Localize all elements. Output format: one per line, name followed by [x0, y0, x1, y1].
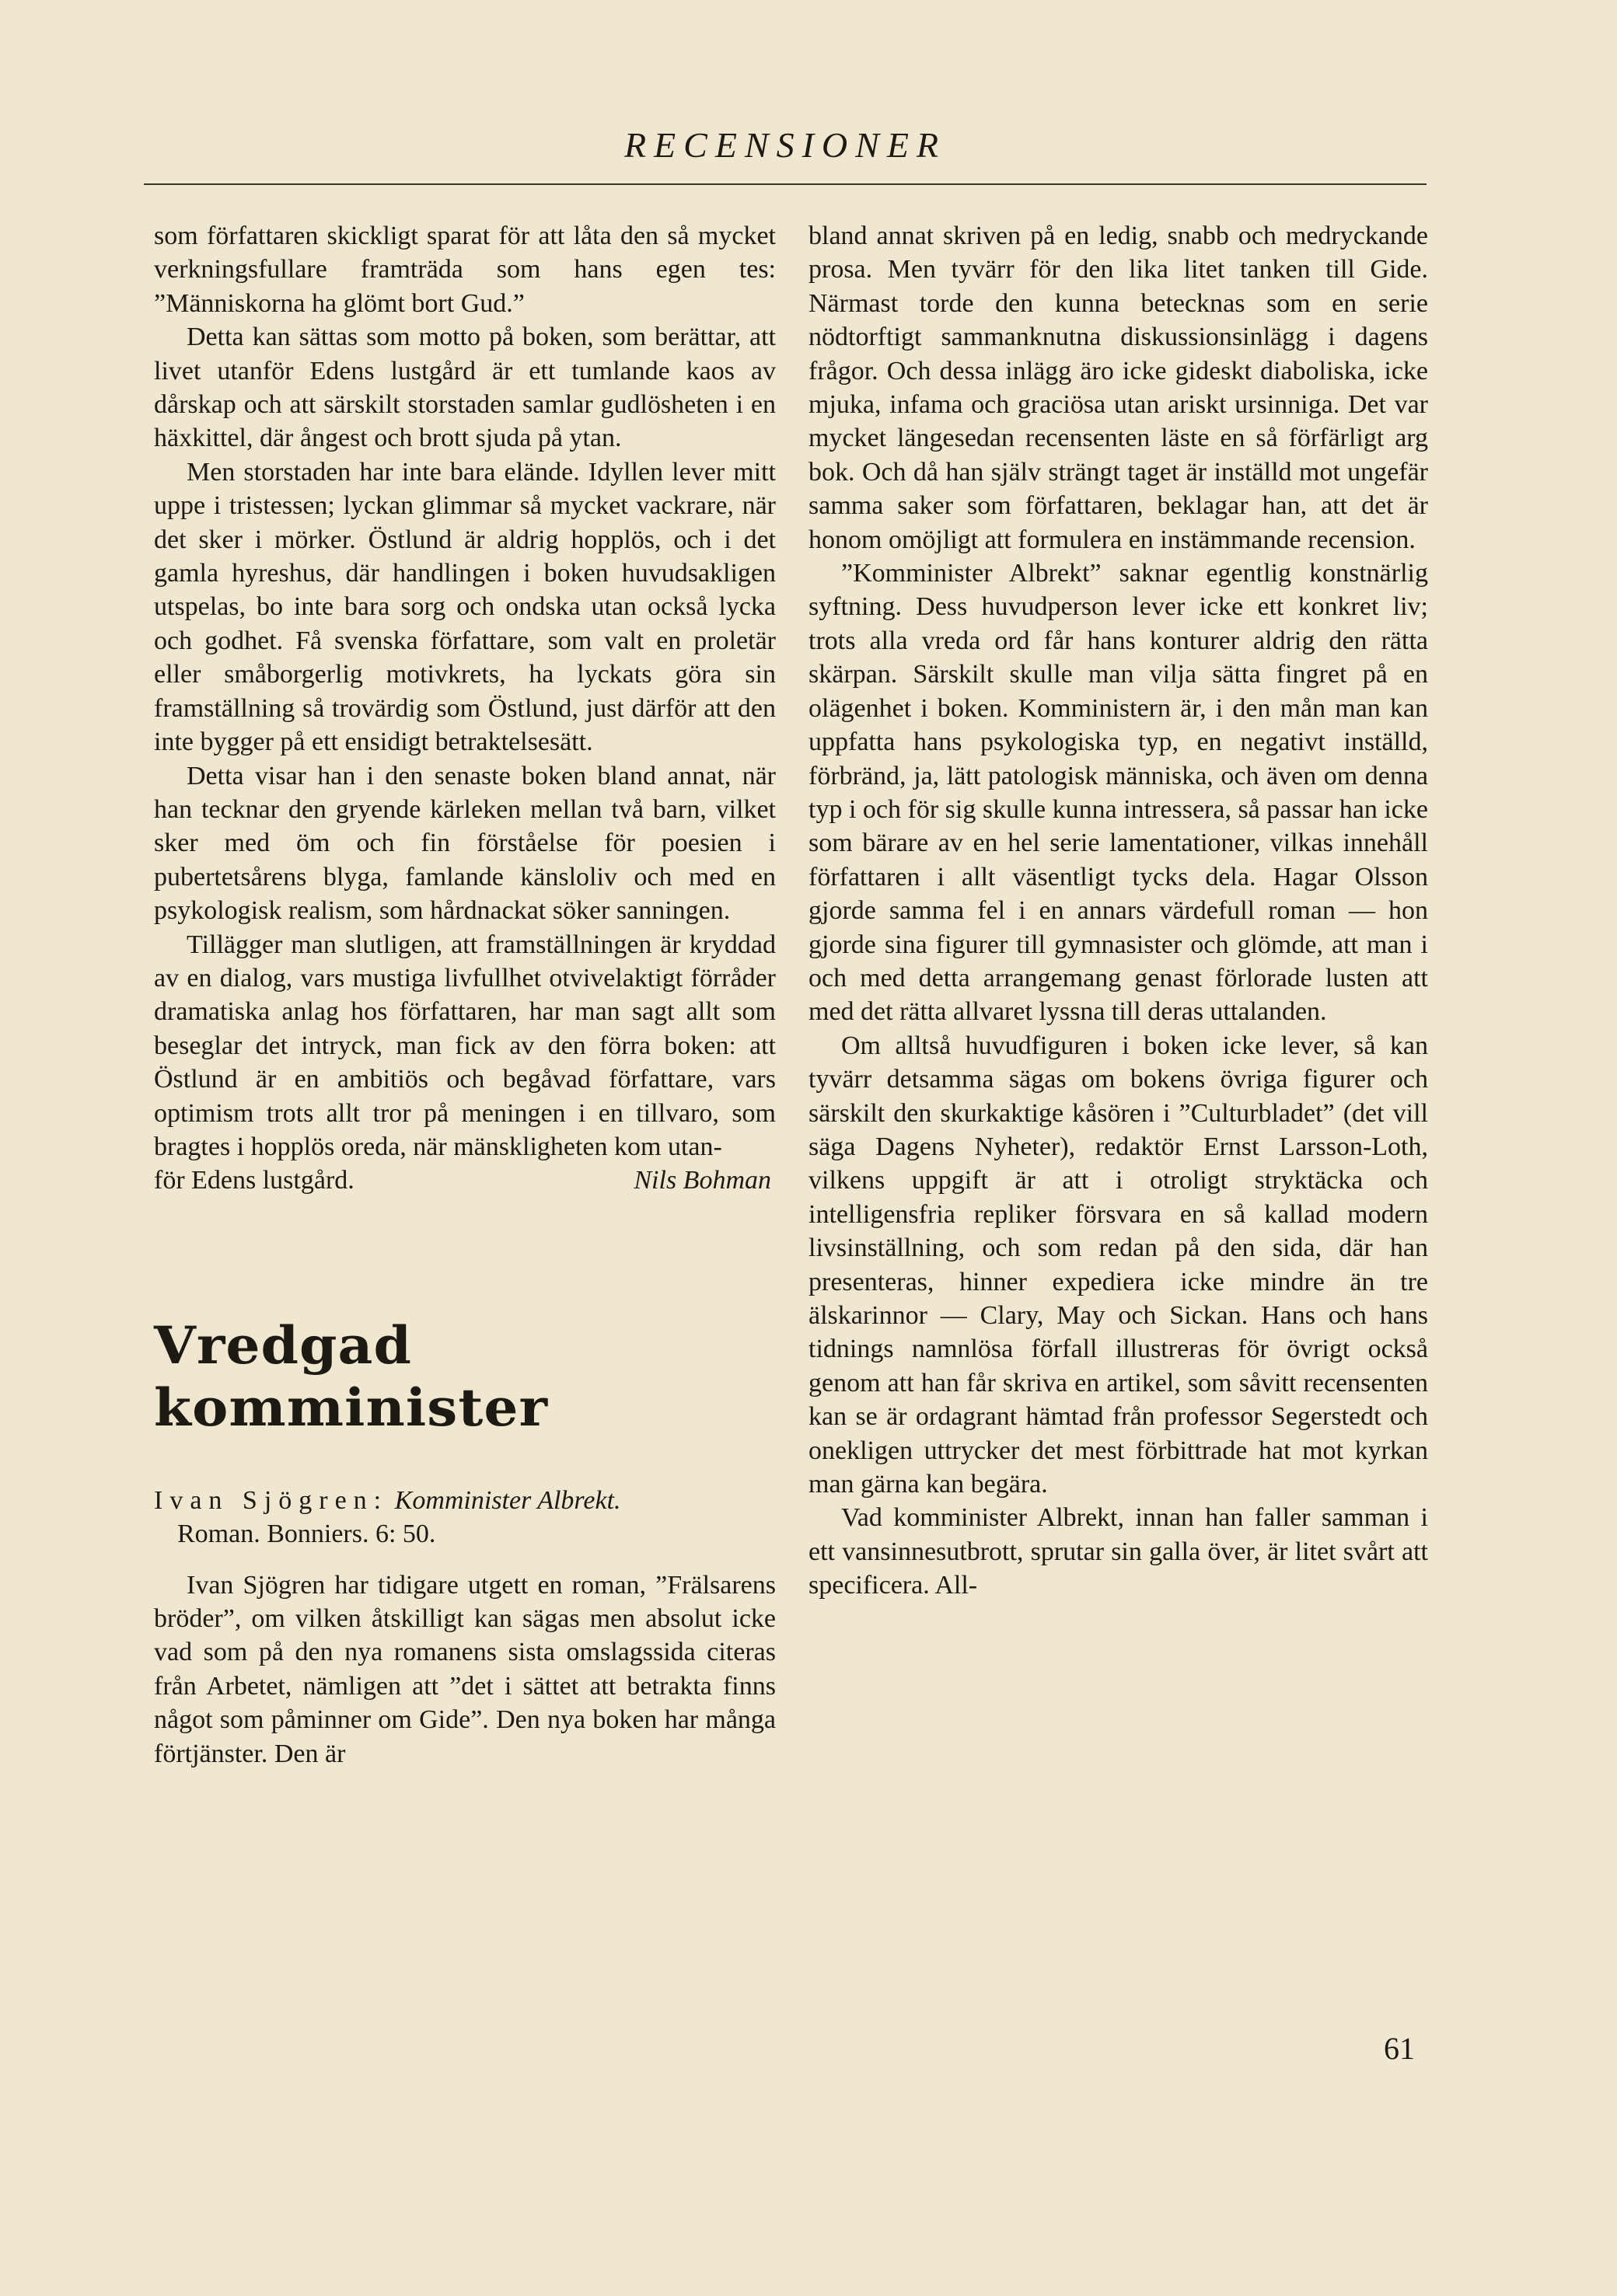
review-heading: Vredgad komminister: [154, 1314, 549, 1438]
paragraph: bland annat skriven på en ledig, snabb och medryckande prosa. Men tyvärr för den lika litet tanken till Gide. Närmast torde den kunna betecknas som en serie nödtorftigt sammanknutna diskussionsinlägg i dagens frågor. Och dessa inlägg äro icke gideskt diaboliska, icke mjuka, infama och graciösa utan ariskt ursinniga. Det var mycket längesedan recensenten läste en så förfärligt arg bok. Och då han själv strängt taget är inställd mot ungefär samma saker som författaren, beklagar han, att det är honom omöjligt att formulera en instämmande recension.: [808, 222, 1428, 554]
left-column: [154, 219, 776, 1771]
bibliographic-entry: [154, 1484, 776, 1551]
paragraph: Om alltså huvudfiguren i boken icke lever, så kan tyvärr detsamma sägas om bokens övriga figurer och särskilt den skurkaktige kåsören i ”Culturbladet” (det vill säga Dagens Nyheter), redaktör Ernst Larsson-Loth, vilkens uppgift är att i otroligt stryktäcka och intelligensfria repliker försvara en så kallad modern livsinställning, och som redan på den sida, där han presenteras, hinner expediera icke mindre än tre älskarinnor — Clary, May och Sickan. Hans och hans tidnings namnlösa förfall illustreras för övrigt också genom att han får skriva en artikel, som såvitt recensenten kan se är ordagrant hämtad från professor Segerstedt och onekligen uttrycker det mest förbittrade hat mot kyrkan man gärna kan begära.: [808, 1031, 1428, 1499]
signature-line: [154, 1164, 776, 1197]
paragraph: ”Komminister Albrekt” saknar egentlig konstnärlig syftning. Dess huvudperson lever icke ett konkret liv; trots alla vreda ord får hans konturer aldrig den rätta skärpan. Särskilt skulle man vilja sätta fingret på en olägenhet i boken. Komministern är, i den mån man kan uppfatta hans psykologiska typ, en negativt inställd, förbränd, ja, lätt patologisk människa, och även om denna typ i och för sig skulle kunna intressera, så passar han icke som bärare av en hel serie lamentationer, vilkas innehåll författaren i allt väsentligt tycks dela. Hagar Olsson gjorde samma fel i en annars värdefull roman — hon gjorde sina figurer till gymnasister och glömde, att man i och med detta arrangemang genast förlorade lusten att med det rätta allvaret lyssna till deras uttalanden.: [808, 559, 1428, 1027]
running-header: RECENSIONER: [623, 125, 947, 165]
book-author: Ivan Sjögren:: [154, 1485, 389, 1515]
gap: [154, 1551, 776, 1568]
page-number: 61: [1384, 2031, 1415, 2066]
paragraph: Vad komminister Albrekt, innan han faller samman i ett vansinnesutbrott, sprutar sin galla över, är litet svårt att specificera. All-: [808, 1503, 1428, 1600]
book-details: Roman. Bonniers. 6: 50.: [177, 1520, 436, 1549]
paragraph: Men storstaden har inte bara elände. Idyllen lever mitt uppe i tristessen; lyckan glimmar så mycket vackrare, när det sker i mörker. Östlund är aldrig hopplös, och i det gamla hyreshus, där handlingen i boken huvudsakligen utspelas, bo inte bara sorg och ondska utan också lycka och godhet. Få svenska författare, som valt en proletär eller småborgerlig motivkrets, ha lyckats göra sin framställning så trovärdig som Östlund, just därför att den inte bygger på ett ensidigt betraktelsesätt.: [154, 457, 776, 757]
paragraph: Tillägger man slutligen, att framställningen är kryddad av en dialog, vars mustiga livfullhet otvivelaktigt förråder dramatiska anlag hos författaren, har man sagt allt som beseglar det intryck, man fick av den förra boken: att Östlund är en ambitiös och begåvad författare, vars optimism trots allt tror på meningen i en tillvaro, som bragtes i hopplös oreda, när mänskligheten kom utan-: [154, 930, 776, 1161]
paragraph: som författaren skickligt sparat för att låta den så mycket verkningsfullare framträda som hans egen tes: ”Människorna ha glömt bort Gud.”: [154, 222, 776, 318]
section-spacer: [154, 1198, 776, 1314]
header-rule: [144, 183, 1427, 185]
paragraph: Detta visar han i den senaste boken bland annat, när han tecknar den gryende kärleken mellan två barn, vilket sker med öm och fin förståelse för poesien i pubertetsårens blyga, famlande känsloliv och med en psykologisk realism, som hårdnackat söker sanningen.: [154, 761, 776, 926]
paragraph: Detta kan sättas som motto på boken, som berättar, att livet utanför Edens lustgård är ett tumlande kaos av dårskap och att särskilt storstaden samlar gudlösheten i en häxkittel, där ångest och brott sjuda på ytan.: [154, 323, 776, 453]
reviewer-signature: Nils Bohman: [634, 1166, 771, 1195]
closing-text: för Edens lustgård.: [154, 1166, 354, 1195]
paragraph: Ivan Sjögren har tidigare utgett en roman, ”Frälsarens bröder”, om vilken åtskilligt kan sägas men absolut icke vad som på den nya romanens sista omslagssida citeras från Arbetet, nämligen att ”det i sättet att betrakta finns något som påminner om Gide”. Den nya boken har många förtjänster. Den är: [154, 1570, 776, 1768]
book-title: Komminister Albrekt.: [394, 1485, 621, 1515]
right-column: [808, 219, 1428, 1603]
